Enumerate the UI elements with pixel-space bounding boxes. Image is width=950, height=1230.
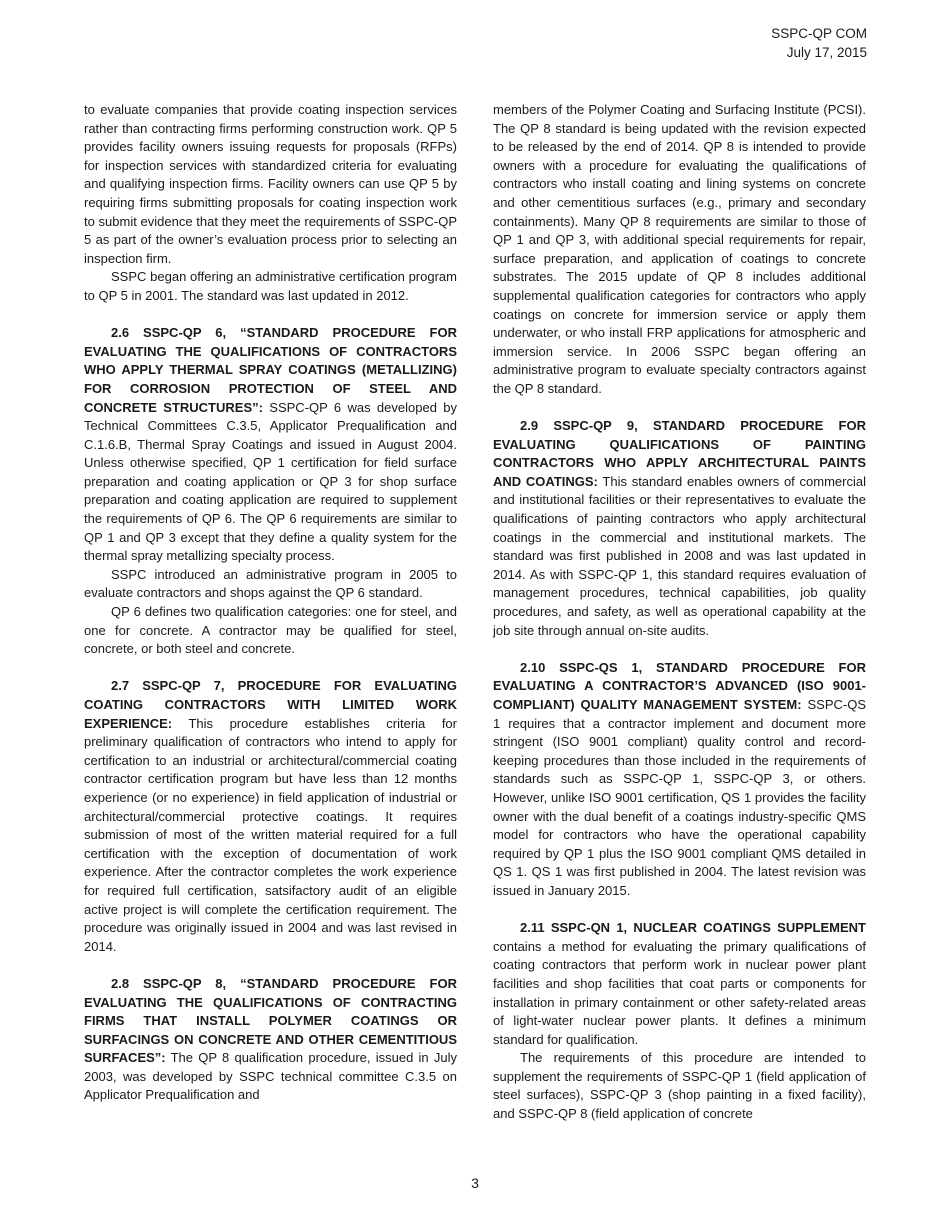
paragraph-qp5-continued: to evaluate companies that provide coating inspection services rather than contracting firms performing construction work. QP 5 provides facility owners issuing requests for proposals (RFPs) for inspection services with standardized criteria for evaluating and qualifying inspection firms. Facility owners can use QP 5 by requiring firms submitting proposals for coating inspection work to submit evidence that they meet the requirements of SSPC-QP 5 as part of the owner’s evaluation process prior to selecting an inspection firm.: [84, 102, 457, 266]
section-2-11-body: contains a method for evaluating the primary qualifications of coating contractors that perform work in nuclear power plant facilities and shop facilities that coat parts or components for installation in primary containment or other safety-related areas of light-water nuclear power plants. It defines a minimum standard for qualification.: [493, 938, 866, 1047]
section-2-7: [84, 677, 457, 956]
section-2-11-title: 2.11 SSPC-QN 1, NUCLEAR COATINGS SUPPLEMENT: [520, 920, 866, 936]
section-2-8-title: 2.8 SSPC-QP 8, “STANDARD PROCEDURE FOR EVALUATING THE QUALIFICATIONS OF CONTRACTING FIRMS THAT INSTALL POLYMER COATINGS OR SURFACINGS ON CONCRETE AND OTHER CEMENTITIOUS SURFACES”:: [84, 975, 457, 1066]
section-2-10-body: SSPC-QS 1 requires that a contractor implement and document more stringent (ISO 9001 compliant) quality control and record-keeping procedures than those included in the requirements of standards such as SSPC-QP 1, SSPC-QP 3, or others. However, unlike ISO 9001 certification, QS 1 provides the facility owner with the dual benefit of a coatings industry-specific QMS model for contractors who have the operational capability required by QP 1 plus the ISO 9001 compliant QMS detailed in QS 1. QS 1 was first published in 2004. The latest revision was issued in January 2015.: [493, 697, 867, 898]
section-2-11: [493, 919, 866, 1049]
section-2-6-title: 2.6 SSPC-QP 6, “STANDARD PROCEDURE FOR EVALUATING THE QUALIFICATIONS OF CONTRACTORS WHO APPLY THERMAL SPRAY COATINGS (METALLIZING) FOR CORROSION PROTECTION OF STEEL AND CONCRETE STRUCTURES”:: [84, 325, 457, 415]
section-2-7-title: 2.7 SSPC-QP 7, PROCEDURE FOR EVALUATING COATING CONTRACTORS WITH LIMITED WORK EXPERIENCE:: [84, 678, 457, 731]
right-column: [493, 101, 866, 1124]
section-2-9-title: 2.9 SSPC-QP 9, STANDARD PROCEDURE FOR EVALUATING QUALIFICATIONS OF PAINTING CONTRACTORS WHO APPLY ARCHITECTURAL PAINTS AND COATINGS:: [493, 418, 866, 489]
left-column: [84, 101, 457, 1105]
section-2-7-body: This procedure establishes criteria for preliminary qualification of contractors who intend to apply for certification to an industrial or architectural/commercial coating contractor certification program but have less than 12 months experience (or no experience) in field application of industrial or architectural/commercial protective coatings. It requires submission of most of the written material required for a full certification with the exception of documentation of work experience. After the contractor completes the work experience for required full certification, satsifactory audit of an eligible active project is will complete the certification requirement. The procedure was originally issued in 2004 and was last revised in 2014.: [84, 715, 457, 954]
section-2-8: [84, 975, 457, 1105]
section-2-6-paragraph-3: QP 6 defines two qualification categories: one for steel, and one for concrete. A contractor may be qualified for steel, concrete, or both steel and concrete.: [84, 604, 457, 657]
section-2-6-body: SSPC-QP 6 was developed by Technical Committees C.3.5, Applicator Prequalification and C.1.6.B, Thermal Spray Coatings and issued in August 2004. Unless otherwise specified, QP 1 certification for field surface preparation and coating application or QP 3 for shop surface preparation and coating application are required to supplement the requirements of QP 6. The QP 6 requirements are similar to QP 1 and QP 3 except that they define a quality system for the thermal spray metallizing specialty process.: [84, 399, 457, 564]
section-2-10: [493, 659, 866, 901]
section-2-9: [493, 417, 866, 640]
paragraph-qp8-continued: members of the Polymer Coating and Surfacing Institute (PCSI). The QP 8 standard is being updated with the revision expected to be released by the end of 2014. QP 8 is intended to provide owners with a procedure for evaluating the qualifications of contractors who install coating and lining systems on concrete and other cementitious surfaces (e.g., primary and secondary containments). Many QP 8 requirements are similar to those of QP 1 and QP 3, with additional special requirements for repair, surface preparation, and application of coatings to concrete substrates. The 2015 update of QP 8 includes additional supplemental qualification categories for contractors who apply coatings on concrete for immersion service or apply them underwater, or who install FRP applications for atmospheric and immersion service. In 2006 SSPC began offering an administrative program to evaluate specialty contractors against the QP 8 standard.: [493, 102, 866, 396]
section-2-6-paragraph-2: SSPC introduced an administrative program in 2005 to evaluate contractors and shops against the QP 6 standard.: [84, 566, 457, 601]
section-2-10-title: 2.10 SSPC-QS 1, STANDARD PROCEDURE FOR EVALUATING A CONTRACTOR’S ADVANCED (ISO 9001-COMPLIANT) QUALITY MANAGEMENT SYSTEM:: [493, 659, 866, 712]
section-2-11-paragraph-2: The requirements of this procedure are intended to supplement the requirements of SSPC-QP 1 (field application of steel surfaces), SSPC-QP 3 (shop painting in a fixed facility), and SSPC-QP 8 (field application of concrete: [493, 1050, 866, 1122]
document-id: SSPC-QP COM: [771, 26, 867, 41]
page-header: [771, 24, 867, 62]
paragraph-qp5-certification: SSPC began offering an administrative certification program to QP 5 in 2001. The standard was last updated in 2012.: [84, 269, 457, 303]
page-number: 3: [471, 1175, 479, 1191]
document-date: July 17, 2015: [786, 45, 867, 60]
section-2-8-body: The QP 8 qualification procedure, issued in July 2003, was developed by SSPC technical committee C.3.5 on Applicator Prequalification and: [84, 1050, 457, 1103]
section-2-9-body: This standard enables owners of commercial and institutional facilities or their representatives to evaluate the qualifications of painting contractors who apply architectural coatings in the commercial and institutional markets. The standard was first published in 2008 and was last updated in 2014. As with SSPC-QP 1, this standard requires evaluation of management procedures, technical capabilities, job quality procedures, and safety, as well as operational capability at the job site through annual on-site audits.: [493, 473, 866, 638]
section-2-6: [84, 324, 457, 566]
